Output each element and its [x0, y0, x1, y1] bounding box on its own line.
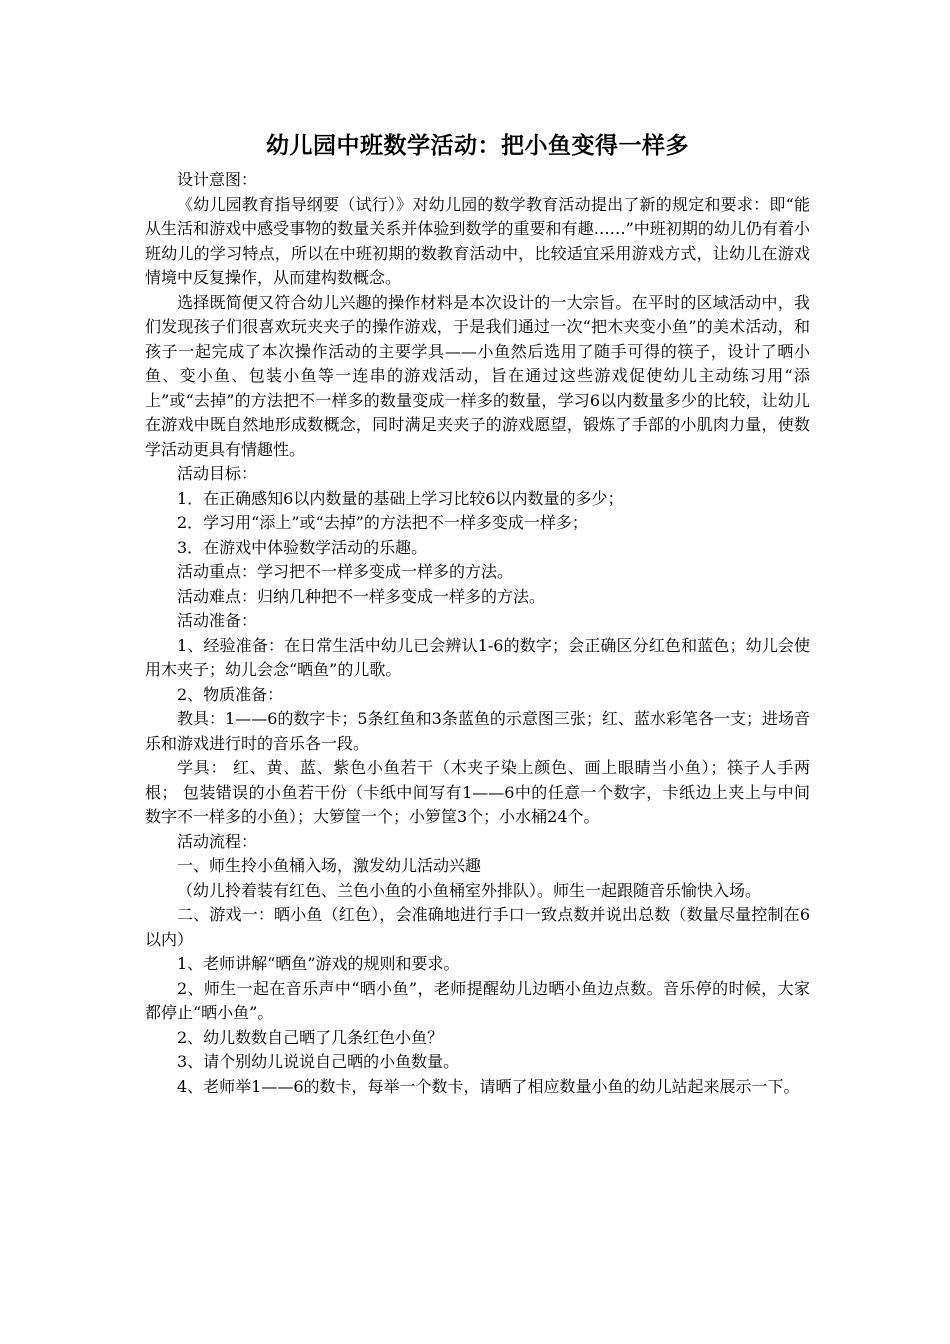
- paragraph-goal-1: 1．在正确感知6以内数量的基础上学习比较6以内数量的多少；: [177, 488, 624, 508]
- paragraph-step-1-detail: （幼儿拎着装有红色、兰色小鱼的小鱼桶室外排队）。师生一起跟随音乐愉快入场。: [177, 880, 762, 900]
- paragraph-goals-heading: 活动目标：: [177, 464, 258, 483]
- paragraph-difficulty: 活动难点：归纳几种把不一样多变成一样多的方法。: [177, 586, 546, 606]
- paragraph-step-2-item-2: 2、师生一起在音乐声中“晒小鱼”，老师提醒幼儿边晒小鱼边点数。音乐停的时候，大家都停止“晒小鱼”。: [145, 978, 810, 1022]
- paragraph-materials: 选择既简便又符合幼儿兴趣的操作材料是本次设计的一大宗旨。在平时的区域活动中，我们发现孩子们很喜欢玩夹夹子的操作游戏，于是我们通过一次“把木夹变小鱼”的美术活动，和孩子一起完成了本次操作活动的主要学具——小鱼然后选用了随手可得的筷子，设计了晒小鱼、变小鱼、包装小鱼等一连串的游戏活动，旨在通过这些游戏促使幼儿主动练习用“添上”或“去掉”的方法把不一样多的数量变成一样多的数量，学习6以内数量多少的比较，让幼儿在游戏中既自然地形成数概念，同时满足夹夹子的游戏愿望，锻炼了手部的小肌肉力量，使数学活动更具有情趣性。: [145, 292, 810, 459]
- paragraph-goal-2: 2．学习用“添上”或“去掉”的方法把不一样多变成一样多；: [177, 513, 588, 532]
- paragraph-material-prep-heading: 2、物质准备：: [177, 684, 284, 704]
- paragraph-step-2-item-5: 4、老师举1——6的数卡，每举一个数卡，请晒了相应数量小鱼的幼儿站起来展示一下。: [177, 1076, 800, 1096]
- paragraph-teaching-aids: 教具：1——6的数字卡；5条红鱼和3条蓝鱼的示意图三张；红、蓝水彩笔各一支；进场音乐和游戏进行时的音乐各一段。: [145, 709, 810, 753]
- paragraph-step-1: 一、师生拎小鱼桶入场，激发幼儿活动兴趣: [177, 856, 482, 875]
- paragraph-process-heading: 活动流程：: [177, 831, 258, 851]
- paragraph-step-2-item-1: 1、老师讲解“晒鱼”游戏的规则和要求。: [177, 954, 460, 973]
- document-page: [145, 128, 810, 1099]
- paragraph-preparation-heading: 活动准备：: [177, 611, 258, 630]
- paragraph-step-2: 二、游戏一：晒小鱼（红色），会准确地进行手口一致点数并说出总数（数量尽量控制在6以内）: [145, 905, 810, 949]
- document-title: 幼儿园中班数学活动：把小鱼变得一样多: [266, 133, 689, 159]
- paragraph-key-point: 活动重点：学习把不一样多变成一样多的方法。: [177, 562, 514, 581]
- paragraph-experience-prep: 1、经验准备：在日常生活中幼儿已会辨认1-6的数字；会正确区分红色和蓝色；幼儿会使用木夹子；幼儿会念“晒鱼”的儿歌。: [145, 635, 810, 679]
- paragraph-learning-aids: 学具： 红、黄、蓝、紫色小鱼若干（木夹子染上颜色、画上眼睛当小鱼）；筷子人手两根； 包装错误的小鱼若干份（卡纸中间写有1——6中的任意一个数字，卡纸边上夹上与中间数字不一样多的小鱼）；大箩筐一个；小箩筐3个；小水桶24个。: [145, 758, 810, 826]
- paragraph-step-2-item-3: 2、幼儿数数自己晒了几条红色小鱼？: [177, 1027, 444, 1047]
- paragraph-design-intent-heading: 设计意图：: [177, 170, 258, 189]
- paragraph-guideline: 《幼儿园教育指导纲要（试行）》对幼儿园的数学教育活动提出了新的规定和要求：即“能从生活和游戏中感受事物的数量关系并体验到数学的重要和有趣……”中班初期的幼儿仍有着小班幼儿的学习特点，所以在中班初期的数教育活动中，比较适宜采用游戏方式，让幼儿在游戏情境中反复操作，从而建构数概念。: [145, 194, 810, 287]
- document-body: [145, 168, 810, 1099]
- paragraph-goal-3: 3．在游戏中体验数学活动的乐趣。: [177, 537, 428, 557]
- paragraph-step-2-item-4: 3、请个别幼儿说说自己晒的小鱼数量。: [177, 1052, 460, 1071]
